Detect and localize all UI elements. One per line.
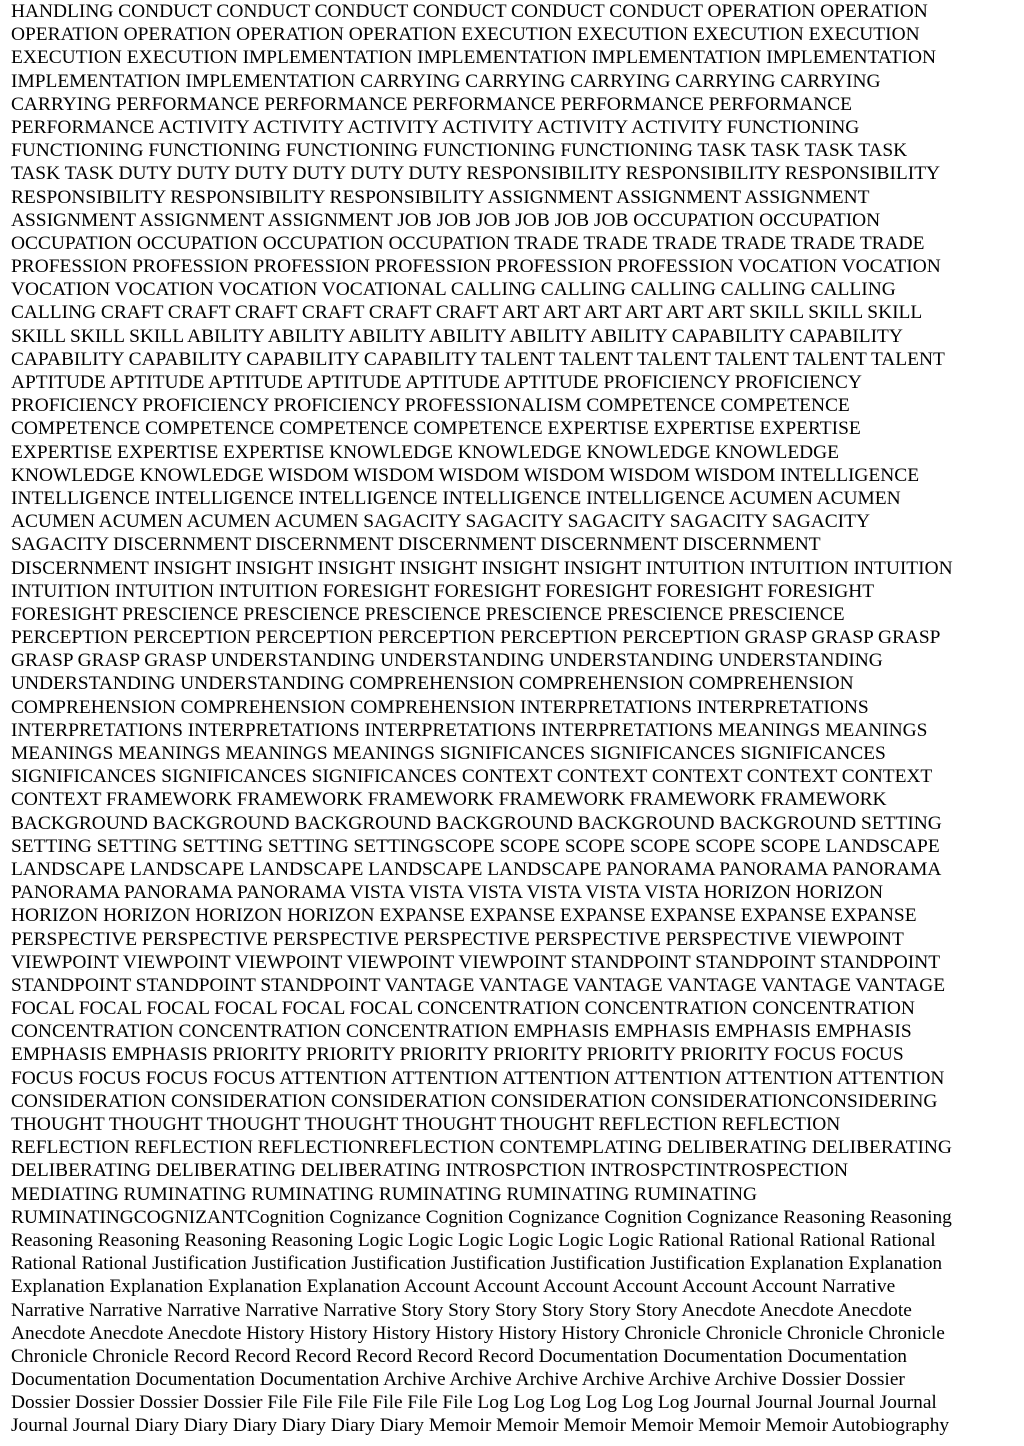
text-line: VOCATION VOCATION VOCATION VOCATIONAL CALLING CALLING CALLING CALLING CALLING: [11, 279, 896, 301]
text-line: IMPLEMENTATION IMPLEMENTATION CARRYING CARRYING CARRYING CARRYING CARRYING: [11, 70, 881, 92]
text-line: SIGNIFICANCES SIGNIFICANCES SIGNIFICANCES CONTEXT CONTEXT CONTEXT CONTEXT CONTEXT: [11, 766, 933, 788]
text-line: APTITUDE APTITUDE APTITUDE APTITUDE APTITUDE APTITUDE PROFICIENCY PROFICIENCY: [11, 372, 862, 393]
text-line: ACUMEN ACUMEN ACUMEN ACUMEN SAGACITY SAGACITY SAGACITY SAGACITY SAGACITY: [11, 511, 870, 533]
text-line: DELIBERATING DELIBERATING DELIBERATING INTROSPCTION INTROSPCTINTROSPECTION: [11, 1160, 848, 1182]
text-line: Anecdote Anecdote Anecdote History History History History History History Chronicle Chronicle Chronicle Chronicle: [11, 1322, 945, 1344]
text-line: VIEWPOINT VIEWPOINT VIEWPOINT VIEWPOINT VIEWPOINT STANDPOINT STANDPOINT STANDPOINT: [11, 951, 941, 973]
text-line: Chronicle Chronicle Record Record Record Record Record Record Documentation Documentation Documentation: [11, 1345, 908, 1367]
text-line: PERFORMANCE ACTIVITY ACTIVITY ACTIVITY ACTIVITY ACTIVITY ACTIVITY FUNCTIONING: [11, 116, 860, 138]
text-line: PROFESSION PROFESSION PROFESSION PROFESSION PROFESSION PROFESSION VOCATION VOCATION: [11, 256, 941, 278]
text-line: REFLECTION REFLECTION REFLECTIONREFLECTION CONTEMPLATING DELIBERATING DELIBERATING: [11, 1137, 952, 1159]
text-line: MEANINGS MEANINGS MEANINGS MEANINGS SIGNIFICANCES SIGNIFICANCES SIGNIFICANCES: [11, 743, 886, 764]
text-line: BACKGROUND BACKGROUND BACKGROUND BACKGROUND BACKGROUND BACKGROUND SETTING: [11, 812, 942, 834]
text-line: THOUGHT THOUGHT THOUGHT THOUGHT THOUGHT THOUGHT REFLECTION REFLECTION: [11, 1114, 841, 1135]
text-line: Dossier Dossier Dossier Dossier File File File File File File Log Log Log Log Log Log Journal Journal Journal Journal: [11, 1392, 937, 1414]
text-line: FUNCTIONING FUNCTIONING FUNCTIONING FUNCTIONING FUNCTIONING TASK TASK TASK TASK: [11, 140, 908, 162]
text-line: HORIZON HORIZON HORIZON HORIZON EXPANSE EXPANSE EXPANSE EXPANSE EXPANSE EXPANSE: [11, 905, 917, 927]
text-line: COMPREHENSION COMPREHENSION COMPREHENSION INTERPRETATIONS INTERPRETATIONS: [11, 696, 869, 718]
text-line: Rational Rational Justification Justification Justification Justification Justification Justification Explanation Explanation: [11, 1253, 943, 1275]
text-line: INTUITION INTUITION INTUITION FORESIGHT FORESIGHT FORESIGHT FORESIGHT FORESIGHT: [11, 580, 875, 602]
text-line: INTERPRETATIONS INTERPRETATIONS INTERPRETATIONS INTERPRETATIONS MEANINGS MEANINGS: [11, 719, 928, 741]
text-line: EMPHASIS EMPHASIS PRIORITY PRIORITY PRIORITY PRIORITY PRIORITY PRIORITY FOCUS FOCUS: [11, 1044, 904, 1066]
text-line: EXPERTISE EXPERTISE EXPERTISE KNOWLEDGE KNOWLEDGE KNOWLEDGE KNOWLEDGE: [11, 441, 840, 463]
text-line: FOCAL FOCAL FOCAL FOCAL FOCAL FOCAL CONCENTRATION CONCENTRATION CONCENTRATION: [11, 998, 915, 1020]
text-line: FOCUS FOCUS FOCUS FOCUS ATTENTION ATTENTION ATTENTION ATTENTION ATTENTION ATTENTION: [11, 1067, 945, 1089]
text-line: SKILL SKILL SKILL ABILITY ABILITY ABILITY ABILITY ABILITY ABILITY CAPABILITY CAPABILITY: [11, 325, 903, 347]
text-line: Reasoning Reasoning Reasoning Reasoning Logic Logic Logic Logic Logic Logic Rational Rational Rational Rational: [11, 1229, 936, 1251]
text-line: CAPABILITY CAPABILITY CAPABILITY CAPABILITY TALENT TALENT TALENT TALENT TALENT TALENT: [11, 348, 945, 370]
text-line: OPERATION OPERATION OPERATION OPERATION EXECUTION EXECUTION EXECUTION EXECUTION: [11, 24, 920, 46]
text-line: COMPETENCE COMPETENCE COMPETENCE COMPETENCE EXPERTISE EXPERTISE EXPERTISE: [11, 418, 861, 440]
text-line: MEDIATING RUMINATING RUMINATING RUMINATING RUMINATING RUMINATING: [11, 1183, 757, 1205]
text-line: INTELLIGENCE INTELLIGENCE INTELLIGENCE INTELLIGENCE INTELLIGENCE ACUMEN ACUMEN: [11, 487, 901, 509]
text-line: CALLING CRAFT CRAFT CRAFT CRAFT CRAFT CRAFT ART ART ART ART ART ART SKILL SKILL SKILL: [11, 302, 923, 324]
text-line: OCCUPATION OCCUPATION OCCUPATION OCCUPATION TRADE TRADE TRADE TRADE TRADE TRADE: [11, 232, 925, 254]
text-line: LANDSCAPE LANDSCAPE LANDSCAPE LANDSCAPE LANDSCAPE PANORAMA PANORAMA PANORAMA: [11, 858, 942, 880]
text-line: TASK TASK DUTY DUTY DUTY DUTY DUTY DUTY RESPONSIBILITY RESPONSIBILITY RESPONSIBILITY: [11, 163, 941, 185]
text-line: Narrative Narrative Narrative Narrative Narrative Story Story Story Story Story Story Anecdote Anecdote Anecdote: [11, 1299, 912, 1321]
text-line: KNOWLEDGE KNOWLEDGE WISDOM WISDOM WISDOM WISDOM WISDOM WISDOM INTELLIGENCE: [11, 464, 920, 486]
text-line: Explanation Explanation Explanation Explanation Account Account Account Account Account Account Narrative: [11, 1276, 896, 1298]
text-line: UNDERSTANDING UNDERSTANDING COMPREHENSION COMPREHENSION COMPREHENSION: [11, 673, 854, 695]
text-line: ASSIGNMENT ASSIGNMENT ASSIGNMENT JOB JOB JOB JOB JOB JOB OCCUPATION OCCUPATION: [11, 209, 881, 231]
text-line: PROFICIENCY PROFICIENCY PROFICIENCY PROFESSIONALISM COMPETENCE COMPETENCE: [11, 395, 850, 417]
text-line: RESPONSIBILITY RESPONSIBILITY RESPONSIBILITY ASSIGNMENT ASSIGNMENT ASSIGNMENT: [11, 186, 870, 208]
text-line: Journal Journal Diary Diary Diary Diary Diary Diary Memoir Memoir Memoir Memoir Memoir Memoir Autobiography: [11, 1415, 950, 1437]
text-line: STANDPOINT STANDPOINT STANDPOINT VANTAGE VANTAGE VANTAGE VANTAGE VANTAGE VANTAGE: [11, 974, 946, 996]
text-line: FORESIGHT PRESCIENCE PRESCIENCE PRESCIENCE PRESCIENCE PRESCIENCE PRESCIENCE: [11, 603, 845, 625]
text-line: PERCEPTION PERCEPTION PERCEPTION PERCEPTION PERCEPTION PERCEPTION GRASP GRASP GRASP: [11, 627, 941, 649]
text-line: RUMINATINGCOGNIZANTCognition Cognizance Cognition Cognizance Cognition Cognizance Reasoning Reasoning: [11, 1206, 952, 1228]
text-line: DISCERNMENT INSIGHT INSIGHT INSIGHT INSIGHT INSIGHT INSIGHT INTUITION INTUITION INTUITION: [11, 557, 953, 579]
text-line: HANDLING CONDUCT CONDUCT CONDUCT CONDUCT CONDUCT CONDUCT OPERATION OPERATION: [11, 1, 928, 22]
text-line: CONSIDERATION CONSIDERATION CONSIDERATION CONSIDERATION CONSIDERATIONCONSIDERING: [11, 1090, 938, 1112]
text-line: CONCENTRATION CONCENTRATION CONCENTRATION EMPHASIS EMPHASIS EMPHASIS EMPHASIS: [11, 1021, 912, 1043]
text-line: CARRYING PERFORMANCE PERFORMANCE PERFORMANCE PERFORMANCE PERFORMANCE: [11, 93, 852, 115]
text-line: CONTEXT FRAMEWORK FRAMEWORK FRAMEWORK FRAMEWORK FRAMEWORK FRAMEWORK: [11, 789, 887, 811]
text-line: SAGACITY DISCERNMENT DISCERNMENT DISCERNMENT DISCERNMENT DISCERNMENT: [11, 534, 821, 556]
text-line: PANORAMA PANORAMA PANORAMA VISTA VISTA VISTA VISTA VISTA VISTA HORIZON HORIZON: [11, 882, 884, 904]
text-line: Documentation Documentation Documentation Archive Archive Archive Archive Archive Archive Dossier Dossier: [11, 1369, 905, 1391]
text-line: SETTING SETTING SETTING SETTING SETTINGSCOPE SCOPE SCOPE SCOPE SCOPE SCOPE LANDSCAPE: [11, 835, 940, 857]
text-line: EXECUTION EXECUTION IMPLEMENTATION IMPLEMENTATION IMPLEMENTATION IMPLEMENTATION: [11, 47, 936, 69]
text-line: GRASP GRASP GRASP UNDERSTANDING UNDERSTANDING UNDERSTANDING UNDERSTANDING: [11, 650, 883, 672]
text-line: PERSPECTIVE PERSPECTIVE PERSPECTIVE PERSPECTIVE PERSPECTIVE PERSPECTIVE VIEWPOINT: [11, 928, 904, 950]
